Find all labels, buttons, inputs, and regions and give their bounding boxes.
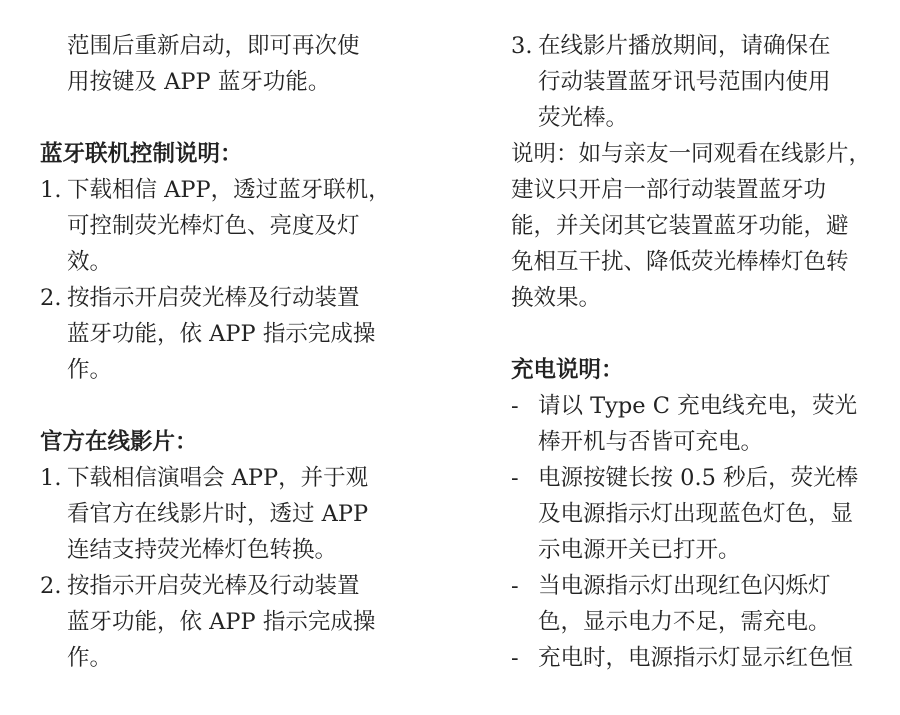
list-marker: - — [511, 573, 519, 599]
text-line: 色，显示电力不足，需充电。 — [538, 609, 831, 635]
intro-paragraph — [40, 28, 392, 100]
text-line: 用按键及 APP 蓝牙功能。 — [67, 69, 331, 95]
list-item — [511, 28, 866, 136]
text-line: 范围后重新启动，即可再次使 — [67, 33, 360, 59]
text-line: 能，并关闭其它装置蓝牙功能，避 — [511, 213, 849, 239]
text-line: 按指示开启荧光棒及行动装置 — [67, 573, 360, 599]
list-marker: - — [511, 465, 519, 491]
text-line: 及电源指示灯出现蓝色灯色，显 — [538, 501, 854, 527]
list-item — [511, 460, 866, 568]
list-marker: 2. — [40, 573, 62, 599]
text-line: 在线影片播放期间，请确保在 — [538, 33, 831, 59]
list-marker: 1. — [40, 465, 62, 491]
list-marker: 2. — [40, 285, 62, 311]
list-item — [40, 280, 392, 388]
text-line: 下载相信 APP，透过蓝牙联机， — [67, 177, 391, 203]
list-item — [40, 172, 392, 280]
text-line: 效。 — [67, 249, 113, 275]
list-marker: - — [511, 645, 519, 671]
text-line: 示电源开关已打开。 — [538, 537, 741, 563]
text-line: 充电时，电源指示灯显示红色恒 — [538, 645, 854, 671]
text-line: 请以 Type C 充电线充电，荧光 — [538, 393, 858, 419]
list-item — [40, 460, 392, 568]
text-line: 作。 — [67, 357, 113, 383]
text-line: 作。 — [67, 645, 113, 671]
section-heading-charging: 充电说明： — [511, 357, 624, 383]
right-column — [511, 28, 872, 676]
list-marker: 3. — [511, 33, 533, 59]
text-line: 按指示开启荧光棒及行动装置 — [67, 285, 360, 311]
text-line: 蓝牙功能，依 APP 指示完成操 — [67, 321, 376, 347]
list-marker: - — [511, 393, 519, 419]
text-line: 棒开机与否皆可充电。 — [538, 429, 764, 455]
list-item — [511, 388, 866, 460]
note-paragraph — [511, 136, 872, 316]
list-item — [511, 568, 866, 640]
text-line: 蓝牙功能，依 APP 指示完成操 — [67, 609, 376, 635]
text-line: 荧光棒。 — [538, 105, 629, 131]
text-line: 建议只开启一部行动装置蓝牙功 — [511, 177, 827, 203]
text-line: 说明：如与亲友一同观看在线影片， — [511, 141, 872, 167]
list-item — [511, 640, 866, 676]
text-line: 看官方在线影片时，透过 APP — [67, 501, 369, 527]
text-line: 可控制荧光棒灯色、亮度及灯 — [67, 213, 360, 239]
text-line: 当电源指示灯出现红色闪烁灯 — [538, 573, 831, 599]
text-line: 电源按键长按 0.5 秒后，荧光棒 — [538, 465, 859, 491]
list-marker: 1. — [40, 177, 62, 203]
section-heading-bluetooth-control: 蓝牙联机控制说明： — [40, 141, 243, 167]
left-column — [40, 28, 392, 676]
list-item — [40, 568, 392, 676]
text-line: 行动装置蓝牙讯号范围内使用 — [538, 69, 831, 95]
section-heading-official-videos: 官方在线影片： — [40, 429, 198, 455]
text-line: 免相互干扰、降低荧光棒棒灯色转 — [511, 249, 849, 275]
text-line: 换效果。 — [511, 285, 602, 311]
text-line: 下载相信演唱会 APP，并于观 — [67, 465, 369, 491]
text-line: 连结支持荧光棒灯色转换。 — [67, 537, 338, 563]
